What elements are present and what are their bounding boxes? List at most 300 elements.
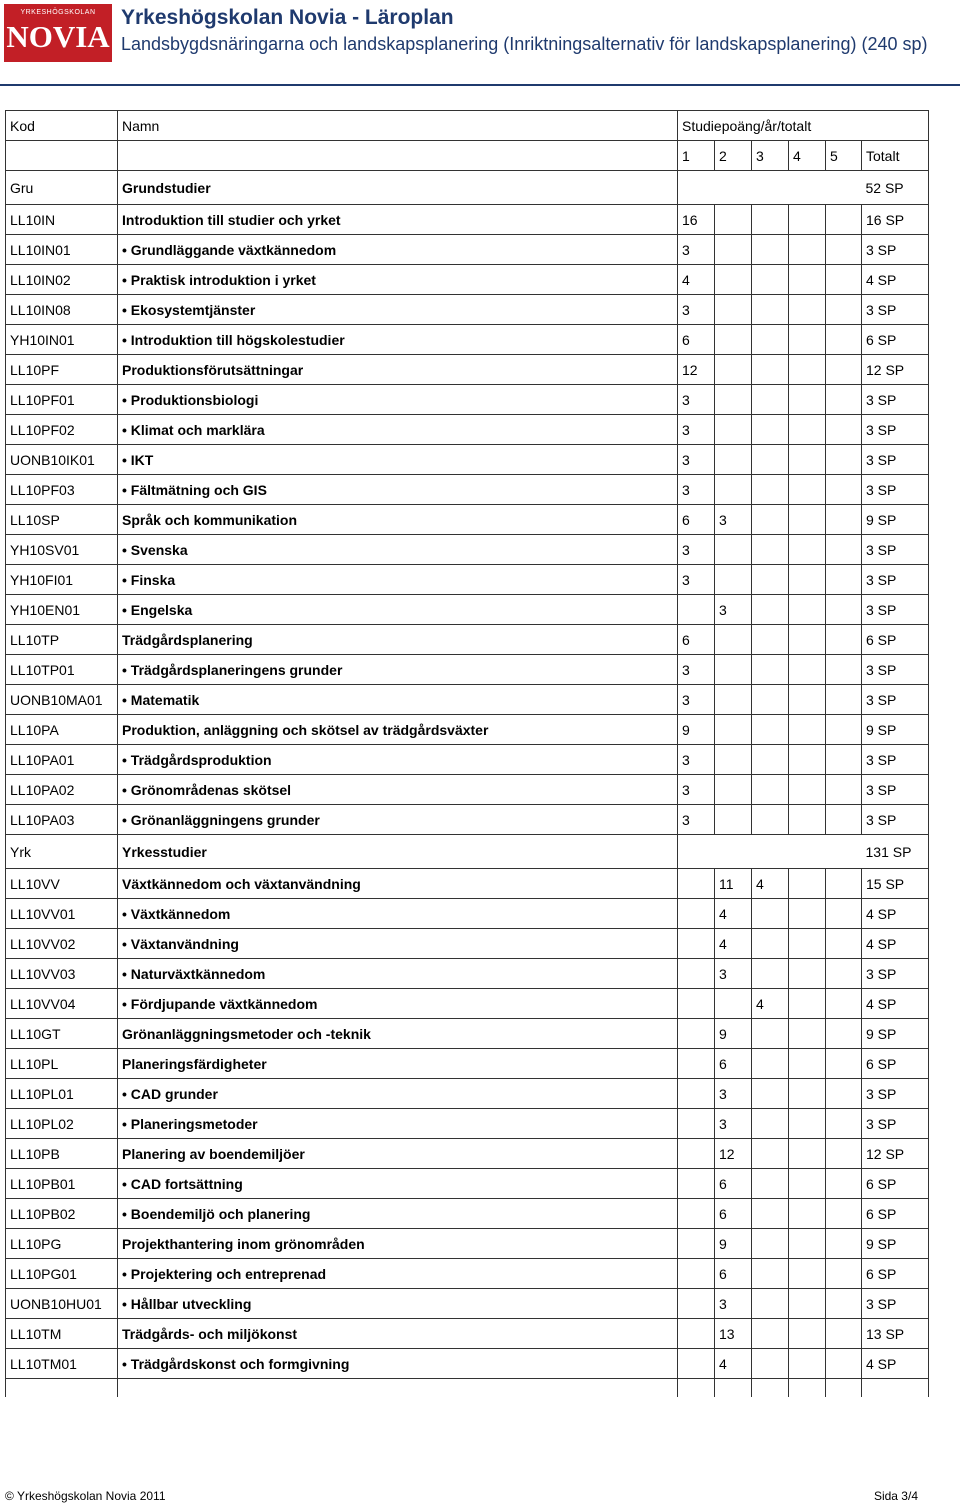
- row-year-4: [789, 1199, 826, 1229]
- row-year-2: [715, 355, 752, 385]
- row-year-4: [789, 1169, 826, 1199]
- row-year-5: [826, 745, 862, 775]
- row-year-4: [789, 1229, 826, 1259]
- course-row: [6, 565, 929, 595]
- header-credits: Studiepoäng/år/totalt: [678, 111, 929, 141]
- row-name: Trädgårds- och miljökonst: [118, 1319, 678, 1349]
- row-code: YH10EN01: [6, 595, 118, 625]
- row-year-3: [752, 385, 789, 415]
- course-row: [6, 415, 929, 445]
- row-years-blank: [678, 171, 862, 205]
- row-code: LL10VV: [6, 869, 118, 899]
- header-name: Namn: [118, 111, 678, 141]
- row-year-3: [752, 1109, 789, 1139]
- row-year-5: [826, 325, 862, 355]
- header-year-1: 1: [678, 141, 715, 171]
- row-year-1: 3: [678, 565, 715, 595]
- row-year-5: [826, 625, 862, 655]
- row-year-4: [789, 415, 826, 445]
- row-year-4: [789, 1109, 826, 1139]
- row-year-5: [826, 1169, 862, 1199]
- row-name: • Hållbar utveckling: [118, 1289, 678, 1319]
- row-year-2: 6: [715, 1169, 752, 1199]
- row-year-1: 4: [678, 265, 715, 295]
- row-year-4: [789, 929, 826, 959]
- row-year-4: [789, 899, 826, 929]
- course-row: [6, 475, 929, 505]
- row-year-1: 3: [678, 535, 715, 565]
- row-name: • Fördjupande växtkännedom: [118, 989, 678, 1019]
- row-name: Grundstudier: [118, 171, 678, 205]
- course-row: [6, 989, 929, 1019]
- row-total: 3 SP: [862, 595, 929, 625]
- row-code: LL10PB: [6, 1139, 118, 1169]
- row-year-2: [715, 415, 752, 445]
- logo-small-text: YRKESHÖGSKOLAN: [20, 9, 96, 16]
- row-year-2: 6: [715, 1199, 752, 1229]
- row-year-4: [789, 625, 826, 655]
- row-name: Produktion, anläggning och skötsel av trädgårdsväxter: [118, 715, 678, 745]
- row-year-1: 3: [678, 655, 715, 685]
- continuation-cell: [752, 1379, 789, 1398]
- course-row: [6, 1079, 929, 1109]
- row-code: LL10TM: [6, 1319, 118, 1349]
- row-total: 6 SP: [862, 325, 929, 355]
- row-name: Projekthantering inom grönområden: [118, 1229, 678, 1259]
- course-row: [6, 235, 929, 265]
- row-year-5: [826, 265, 862, 295]
- row-total: 3 SP: [862, 685, 929, 715]
- header-row: [6, 111, 929, 141]
- row-year-5: [826, 685, 862, 715]
- row-total: 3 SP: [862, 475, 929, 505]
- row-year-1: 3: [678, 775, 715, 805]
- row-code: LL10PA: [6, 715, 118, 745]
- row-year-1: 3: [678, 685, 715, 715]
- row-year-4: [789, 1079, 826, 1109]
- row-year-1: [678, 1199, 715, 1229]
- module-row: [6, 1139, 929, 1169]
- row-year-4: [789, 355, 826, 385]
- row-name: • Klimat och marklära: [118, 415, 678, 445]
- row-year-2: [715, 745, 752, 775]
- module-row: [6, 625, 929, 655]
- continuation-cell: [789, 1379, 826, 1398]
- row-year-4: [789, 989, 826, 1019]
- row-year-2: [715, 295, 752, 325]
- row-code: LL10PB01: [6, 1169, 118, 1199]
- row-name: • Växtkännedom: [118, 899, 678, 929]
- row-total: 4 SP: [862, 929, 929, 959]
- row-year-4: [789, 445, 826, 475]
- row-year-3: [752, 625, 789, 655]
- row-year-3: [752, 1019, 789, 1049]
- course-row: [6, 929, 929, 959]
- row-code: LL10TP: [6, 625, 118, 655]
- row-year-2: 3: [715, 505, 752, 535]
- row-year-1: [678, 959, 715, 989]
- row-year-5: [826, 355, 862, 385]
- row-code: LL10IN02: [6, 265, 118, 295]
- module-row: [6, 869, 929, 899]
- row-year-3: [752, 325, 789, 355]
- row-year-3: [752, 899, 789, 929]
- row-total: 3 SP: [862, 805, 929, 835]
- row-total: 9 SP: [862, 505, 929, 535]
- row-code: LL10IN08: [6, 295, 118, 325]
- curriculum-table: [5, 110, 929, 1397]
- course-row: [6, 1199, 929, 1229]
- row-name: • Grönanläggningens grunder: [118, 805, 678, 835]
- course-row: [6, 595, 929, 625]
- row-total: 3 SP: [862, 1109, 929, 1139]
- row-year-4: [789, 745, 826, 775]
- module-row: [6, 1019, 929, 1049]
- row-total: 12 SP: [862, 1139, 929, 1169]
- row-name: • Praktisk introduktion i yrket: [118, 265, 678, 295]
- row-year-4: [789, 535, 826, 565]
- row-name: Planering av boendemiljöer: [118, 1139, 678, 1169]
- course-row: [6, 899, 929, 929]
- row-code: LL10PL01: [6, 1079, 118, 1109]
- row-total: 9 SP: [862, 1019, 929, 1049]
- row-year-5: [826, 1019, 862, 1049]
- row-year-4: [789, 655, 826, 685]
- row-code: UONB10IK01: [6, 445, 118, 475]
- module-row: [6, 1049, 929, 1079]
- row-year-1: 12: [678, 355, 715, 385]
- course-row: [6, 805, 929, 835]
- row-code: LL10VV04: [6, 989, 118, 1019]
- row-year-1: 3: [678, 475, 715, 505]
- row-code: LL10IN: [6, 205, 118, 235]
- row-code: YH10FI01: [6, 565, 118, 595]
- row-year-4: [789, 715, 826, 745]
- novia-logo: [4, 4, 112, 62]
- row-year-2: 3: [715, 1079, 752, 1109]
- row-total: 4 SP: [862, 1349, 929, 1379]
- row-total: 12 SP: [862, 355, 929, 385]
- row-year-2: [715, 445, 752, 475]
- row-year-3: [752, 1049, 789, 1079]
- row-year-5: [826, 775, 862, 805]
- row-year-2: [715, 625, 752, 655]
- row-total: 15 SP: [862, 869, 929, 899]
- row-year-3: [752, 505, 789, 535]
- row-year-3: [752, 1289, 789, 1319]
- group-row: [6, 835, 929, 869]
- row-name: • Matematik: [118, 685, 678, 715]
- row-year-5: [826, 869, 862, 899]
- course-row: [6, 1169, 929, 1199]
- row-year-3: 4: [752, 989, 789, 1019]
- row-years-blank: [678, 835, 862, 869]
- row-total: 3 SP: [862, 1289, 929, 1319]
- course-row: [6, 385, 929, 415]
- row-year-4: [789, 1349, 826, 1379]
- footer-copyright: © Yrkeshögskolan Novia 2011: [5, 1489, 166, 1503]
- row-year-3: [752, 205, 789, 235]
- row-year-3: [752, 1139, 789, 1169]
- row-year-2: 4: [715, 899, 752, 929]
- module-row: [6, 355, 929, 385]
- row-year-1: [678, 1139, 715, 1169]
- row-year-1: [678, 1109, 715, 1139]
- row-name: • Planeringsmetoder: [118, 1109, 678, 1139]
- row-year-1: [678, 929, 715, 959]
- course-row: [6, 685, 929, 715]
- row-year-3: [752, 1199, 789, 1229]
- row-year-5: [826, 535, 862, 565]
- row-year-1: [678, 1259, 715, 1289]
- row-name: Introduktion till studier och yrket: [118, 205, 678, 235]
- row-name: Växtkännedom och växtanvändning: [118, 869, 678, 899]
- row-year-4: [789, 1259, 826, 1289]
- row-year-4: [789, 1289, 826, 1319]
- row-year-2: 3: [715, 1109, 752, 1139]
- row-year-3: [752, 1349, 789, 1379]
- row-year-2: [715, 475, 752, 505]
- row-name: • Trädgårdskonst och formgivning: [118, 1349, 678, 1379]
- row-year-2: 6: [715, 1259, 752, 1289]
- row-year-3: [752, 475, 789, 505]
- row-year-3: [752, 685, 789, 715]
- row-year-5: [826, 1289, 862, 1319]
- row-year-5: [826, 445, 862, 475]
- course-row: [6, 1259, 929, 1289]
- group-row: [6, 171, 929, 205]
- header-divider: [0, 84, 960, 86]
- row-year-5: [826, 235, 862, 265]
- row-year-5: [826, 929, 862, 959]
- row-year-3: [752, 745, 789, 775]
- row-year-1: [678, 1079, 715, 1109]
- row-year-2: 6: [715, 1049, 752, 1079]
- row-year-2: [715, 235, 752, 265]
- course-row: [6, 265, 929, 295]
- row-code: LL10PA03: [6, 805, 118, 835]
- row-code: Yrk: [6, 835, 118, 869]
- row-year-5: [826, 505, 862, 535]
- row-year-2: 3: [715, 1289, 752, 1319]
- row-name: • Finska: [118, 565, 678, 595]
- row-year-3: [752, 959, 789, 989]
- row-year-5: [826, 989, 862, 1019]
- row-year-5: [826, 715, 862, 745]
- row-name: Produktionsförutsättningar: [118, 355, 678, 385]
- row-year-2: 9: [715, 1229, 752, 1259]
- row-year-2: [715, 565, 752, 595]
- row-year-2: [715, 205, 752, 235]
- row-year-3: [752, 265, 789, 295]
- row-name: • Fältmätning och GIS: [118, 475, 678, 505]
- row-total: 3 SP: [862, 535, 929, 565]
- row-code: LL10IN01: [6, 235, 118, 265]
- row-year-1: 3: [678, 415, 715, 445]
- row-year-1: 9: [678, 715, 715, 745]
- row-name: • Grönområdenas skötsel: [118, 775, 678, 805]
- page-header: [0, 0, 960, 100]
- row-year-3: [752, 535, 789, 565]
- row-year-5: [826, 805, 862, 835]
- row-year-5: [826, 565, 862, 595]
- row-year-5: [826, 1079, 862, 1109]
- header-code: Kod: [6, 111, 118, 141]
- course-row: [6, 1109, 929, 1139]
- row-year-3: [752, 775, 789, 805]
- row-year-1: [678, 899, 715, 929]
- continuation-cell: [862, 1379, 929, 1398]
- row-name: • Introduktion till högskolestudier: [118, 325, 678, 355]
- row-code: Gru: [6, 171, 118, 205]
- row-year-4: [789, 385, 826, 415]
- row-year-3: [752, 715, 789, 745]
- row-total: 4 SP: [862, 265, 929, 295]
- row-year-3: [752, 445, 789, 475]
- module-row: [6, 205, 929, 235]
- row-code: LL10PG: [6, 1229, 118, 1259]
- row-name: • Svenska: [118, 535, 678, 565]
- row-year-3: [752, 295, 789, 325]
- row-year-2: 4: [715, 929, 752, 959]
- module-row: [6, 1319, 929, 1349]
- continuation-cell: [715, 1379, 752, 1398]
- row-year-3: [752, 235, 789, 265]
- row-year-4: [789, 959, 826, 989]
- row-year-4: [789, 1019, 826, 1049]
- row-name: Planeringsfärdigheter: [118, 1049, 678, 1079]
- row-total: 3 SP: [862, 959, 929, 989]
- row-year-2: 3: [715, 595, 752, 625]
- row-year-1: [678, 1229, 715, 1259]
- header-code-blank: [6, 141, 118, 171]
- row-year-5: [826, 415, 862, 445]
- row-total: 131 SP: [862, 835, 929, 869]
- row-code: YH10SV01: [6, 535, 118, 565]
- row-year-2: 12: [715, 1139, 752, 1169]
- logo-main-text: NOVIA: [6, 19, 110, 54]
- row-year-1: 3: [678, 385, 715, 415]
- row-total: 3 SP: [862, 385, 929, 415]
- header-year-5: 5: [826, 141, 862, 171]
- row-year-3: 4: [752, 869, 789, 899]
- row-code: LL10TP01: [6, 655, 118, 685]
- row-year-4: [789, 775, 826, 805]
- row-year-5: [826, 1259, 862, 1289]
- row-code: LL10PF03: [6, 475, 118, 505]
- page-subtitle: Landsbygdsnäringarna och landskapsplanering (Inriktningsalternativ för landskapsplanering) (240 sp): [121, 34, 928, 54]
- year-header-row: [6, 141, 929, 171]
- row-year-5: [826, 1049, 862, 1079]
- row-code: YH10IN01: [6, 325, 118, 355]
- row-name: Trädgårdsplanering: [118, 625, 678, 655]
- header-name-blank: [118, 141, 678, 171]
- row-year-4: [789, 475, 826, 505]
- row-year-1: 6: [678, 625, 715, 655]
- course-row: [6, 325, 929, 355]
- row-year-1: 16: [678, 205, 715, 235]
- row-year-1: [678, 1169, 715, 1199]
- row-year-2: [715, 989, 752, 1019]
- row-year-2: [715, 805, 752, 835]
- row-year-1: [678, 1289, 715, 1319]
- row-code: LL10TM01: [6, 1349, 118, 1379]
- row-year-3: [752, 929, 789, 959]
- header-total: Totalt: [862, 141, 929, 171]
- row-year-5: [826, 205, 862, 235]
- row-year-2: [715, 535, 752, 565]
- row-year-2: [715, 685, 752, 715]
- row-year-5: [826, 655, 862, 685]
- row-year-5: [826, 1319, 862, 1349]
- row-year-3: [752, 565, 789, 595]
- course-row: [6, 745, 929, 775]
- row-code: LL10VV03: [6, 959, 118, 989]
- footer-page-number: Sida 3/4: [873, 1489, 918, 1503]
- row-year-3: [752, 1259, 789, 1289]
- row-total: 52 SP: [862, 171, 929, 205]
- row-name: • Trädgårdsplaneringens grunder: [118, 655, 678, 685]
- course-row: [6, 1289, 929, 1319]
- row-year-4: [789, 235, 826, 265]
- row-year-3: [752, 415, 789, 445]
- row-year-5: [826, 1349, 862, 1379]
- row-name: • Ekosystemtjänster: [118, 295, 678, 325]
- row-year-5: [826, 595, 862, 625]
- row-total: 6 SP: [862, 1049, 929, 1079]
- row-year-2: [715, 775, 752, 805]
- module-row: [6, 505, 929, 535]
- row-total: 13 SP: [862, 1319, 929, 1349]
- row-code: LL10GT: [6, 1019, 118, 1049]
- row-name: • CAD grunder: [118, 1079, 678, 1109]
- row-year-2: [715, 265, 752, 295]
- row-year-4: [789, 869, 826, 899]
- row-total: 6 SP: [862, 1169, 929, 1199]
- row-total: 9 SP: [862, 1229, 929, 1259]
- row-year-3: [752, 1229, 789, 1259]
- row-total: 3 SP: [862, 415, 929, 445]
- row-year-1: [678, 595, 715, 625]
- row-year-1: [678, 1049, 715, 1079]
- row-year-2: [715, 655, 752, 685]
- row-code: UONB10MA01: [6, 685, 118, 715]
- row-year-2: 4: [715, 1349, 752, 1379]
- row-year-2: 3: [715, 959, 752, 989]
- row-year-2: 13: [715, 1319, 752, 1349]
- row-code: LL10PL02: [6, 1109, 118, 1139]
- row-year-1: 3: [678, 445, 715, 475]
- row-code: LL10PL: [6, 1049, 118, 1079]
- page-title: Yrkeshögskolan Novia - Läroplan: [121, 6, 454, 29]
- continuation-cell: [118, 1379, 678, 1398]
- row-name: • Grundläggande växtkännedom: [118, 235, 678, 265]
- row-year-1: 3: [678, 235, 715, 265]
- course-row: [6, 959, 929, 989]
- row-year-4: [789, 505, 826, 535]
- row-year-1: 6: [678, 325, 715, 355]
- course-row: [6, 295, 929, 325]
- continuation-cell: [826, 1379, 862, 1398]
- row-name: • CAD fortsättning: [118, 1169, 678, 1199]
- row-total: 6 SP: [862, 1259, 929, 1289]
- row-year-5: [826, 295, 862, 325]
- row-name: • Engelska: [118, 595, 678, 625]
- row-code: LL10PB02: [6, 1199, 118, 1229]
- row-year-1: [678, 1349, 715, 1379]
- row-year-1: [678, 869, 715, 899]
- row-year-2: [715, 385, 752, 415]
